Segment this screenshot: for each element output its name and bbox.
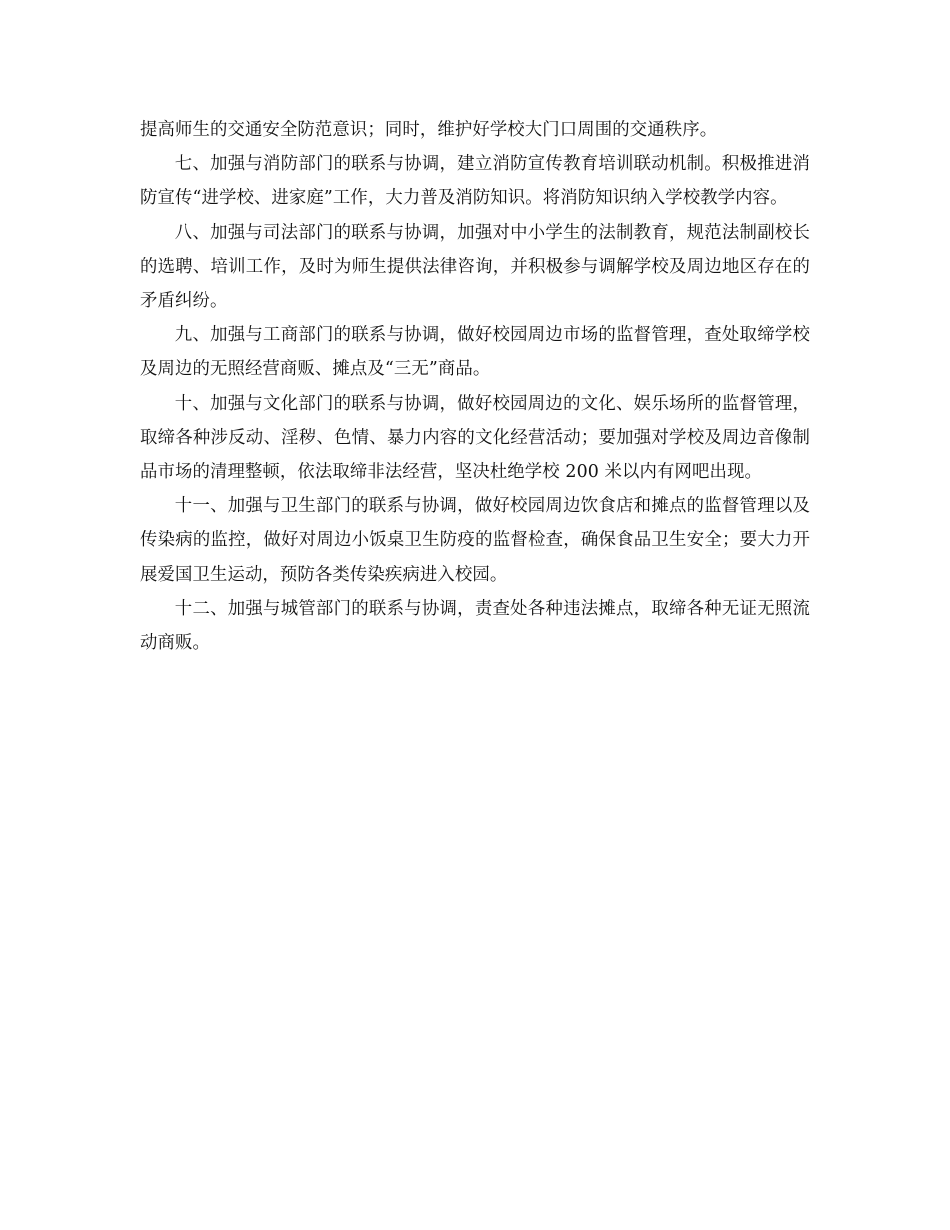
paragraph-fire-department: 七、加强与消防部门的联系与协调，建立消防宣传教育培训联动机制。积极推进消防宣传“进学校、进家庭”工作，大力普及消防知识。将消防知识纳入学校教学内容。 — [140, 154, 810, 209]
paragraph-health-department: 十一、加强与卫生部门的联系与协调，做好校园周边饮食店和摊点的监督管理以及传染病的监控，做好对周边小饭桌卫生防疫的监督检查，确保食品卫生安全；要大力开展爱国卫生运动，预防各类传染疾病进入校园。 — [140, 496, 810, 585]
paragraph-urban-management: 十二、加强与城管部门的联系与协调，责查处各种违法摊点，取缔各种无证无照流动商贩。 — [140, 598, 810, 654]
paragraph-judicial-department: 八、加强与司法部门的联系与协调，加强对中小学生的法制教育，规范法制副校长的选聘、培训工作，及时为师生提供法律咨询，并积极参与调解学校及周边地区存在的矛盾纠纷。 — [140, 222, 810, 312]
paragraph-culture-department: 十、加强与文化部门的联系与协调，做好校园周边的文化、娱乐场所的监督管理，取缔各种涉反动、淫秽、色情、暴力内容的文化经营活动；要加强对学校及周边音像制品市场的清理整顿，依法取缔非法经营，坚决杜绝学校 200 米以内有网吧出现。 — [140, 393, 810, 483]
paragraph-traffic-continuation: 提高师生的交通安全防范意识；同时，维护好学校大门口周围的交通秩序。 — [140, 120, 718, 140]
document-body — [140, 113, 810, 660]
paragraph-commerce-department: 九、加强与工商部门的联系与协调，做好校园周边市场的监督管理，查处取缔学校及周边的无照经营商贩、摊点及“三无”商品。 — [140, 325, 810, 380]
